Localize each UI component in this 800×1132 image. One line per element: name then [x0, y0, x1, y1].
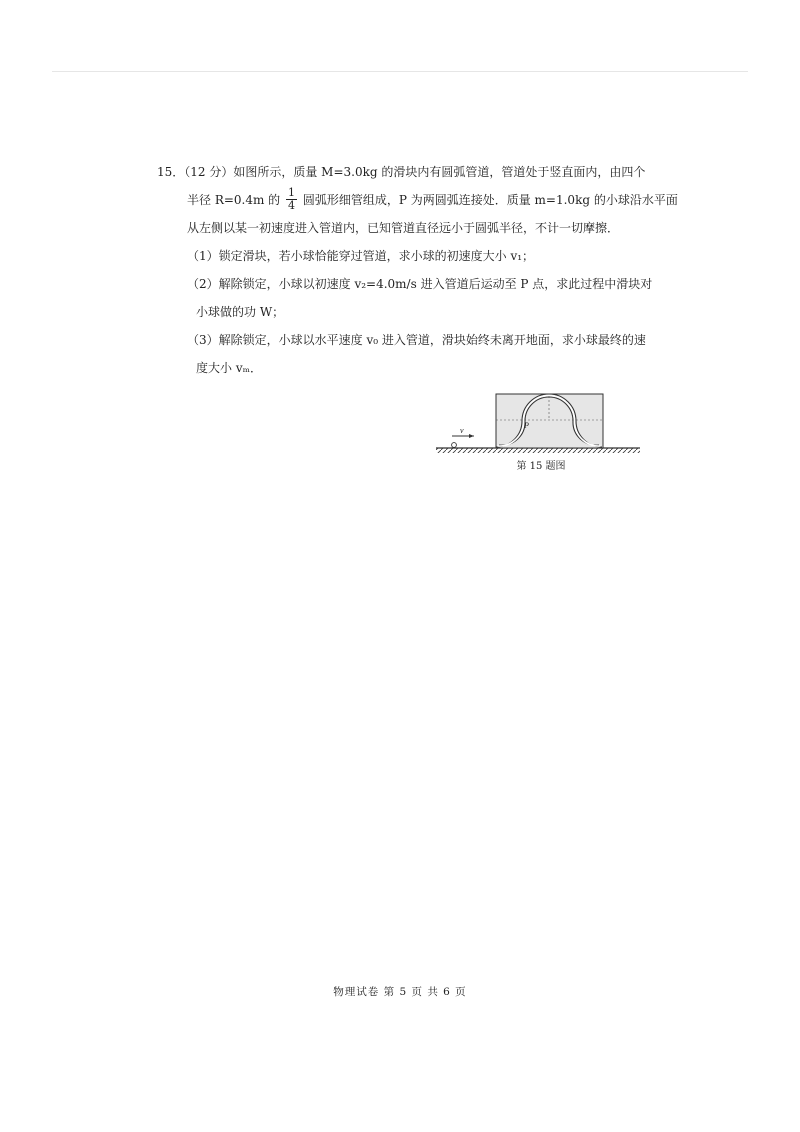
- header-rule: [52, 71, 748, 72]
- question-2: （2）解除锁定，小球以初速度 v₂=4.0m/s 进入管道后运动至 P 点，求此过程中滑块对: [187, 277, 653, 291]
- question-1: （1）锁定滑块，若小球恰能穿过管道，求小球的初速度大小 v₁；: [187, 249, 535, 263]
- velocity-arrow-head: [469, 434, 474, 438]
- fraction-denominator: 4: [288, 199, 296, 212]
- problem-text-segment: 半径 R=0.4m 的: [187, 193, 281, 207]
- quarter-fraction: [286, 187, 297, 212]
- ground-hatch: [436, 448, 640, 453]
- fraction-numerator: 1: [288, 186, 296, 199]
- figure-caption: 第 15 题图: [516, 461, 566, 472]
- problem-text-line: 从左侧以某一初速度进入管道内，已知管道直径远小于圆弧半径，不计一切摩擦．: [187, 221, 620, 235]
- problem-text-segment: 圆弧形细管组成，P 为两圆弧连接处．质量 m=1.0kg 的小球沿水平面: [302, 193, 678, 207]
- problem-15: [157, 158, 677, 382]
- velocity-label: v: [460, 426, 464, 435]
- small-ball: [452, 443, 457, 448]
- page-footer: 物理试卷 第 5 页 共 6 页: [333, 986, 467, 998]
- point-p-label: P: [524, 421, 529, 430]
- problem-text-line: [157, 186, 677, 214]
- problem-text-line: 15．（12 分）如图所示，质量 M=3.0kg 的滑块内有圆弧管道，管道处于竖直面内，由四个: [157, 165, 646, 179]
- question-2-continued: 小球做的功 W；: [196, 305, 285, 319]
- question-3: （3）解除锁定，小球以水平速度 v₀ 进入管道，滑块始终未离开地面，求小球最终的速: [187, 333, 646, 347]
- slider-block: [496, 394, 603, 448]
- question-3-continued: 度大小 vₘ．: [196, 361, 262, 375]
- figure-15: [436, 390, 640, 460]
- slider-pipe-diagram: [436, 390, 640, 460]
